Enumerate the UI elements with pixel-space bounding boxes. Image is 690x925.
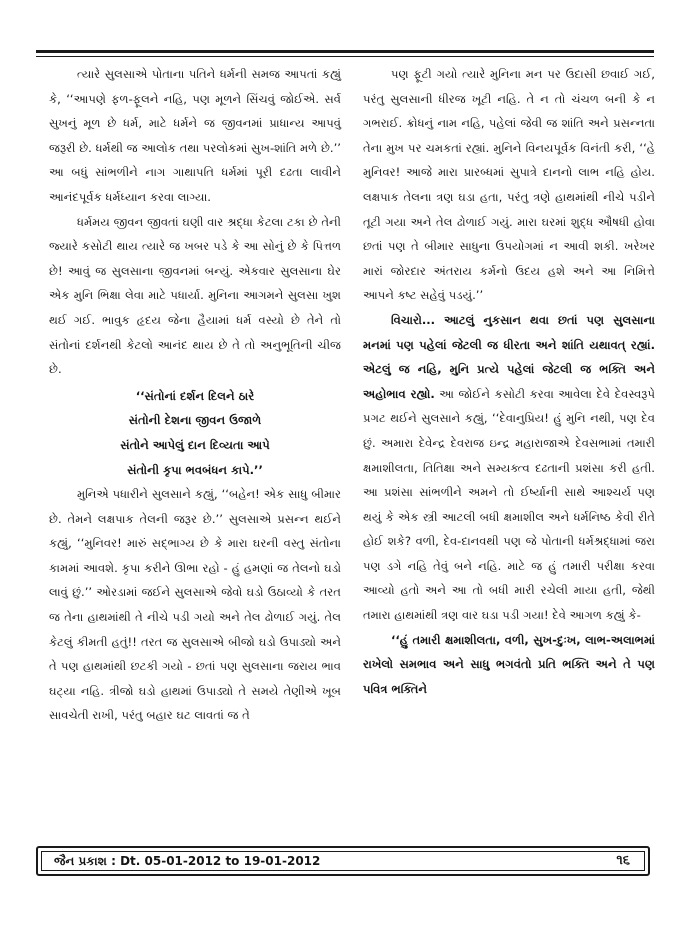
paragraph: ત્યારે સુલસાએ પોતાના પતિને ધર્મની સમજ આપતાં કહ્યું કે, ‘‘આપણે ફળ-ફૂલને નહિ, પણ મૂળને સિંચવું જોઈએ. સર્વ સુખનું મૂળ છે ધર્મ, માટે ધર્મને જ જીવનમાં પ્રાધાન્ય આપવું જરૂરી છે. ધર્મથી જ આલોક તથા પરલોકમાં સુખ-શાંતિ મળે છે.’’ આ બધું સાંભળીને નાગ ગાથાપતિ ધર્મમાં પૂરી દઢતા લાવીને આનંદપૂર્વક ધર્મધ્યાન કરવા લાગ્યા. <box>49 67 341 204</box>
header-rule-thick <box>36 50 654 53</box>
poem-line: સંતોની દેશના જીવન ઉજાળે <box>128 413 262 428</box>
header-rule-thin <box>36 56 654 57</box>
poem-line: સંતોની કૃપા ભવબંધન કાપે.’’ <box>127 462 263 477</box>
emphasis-text: વિચારો... આટલું નુકસાન થવા છતાં પણ સુલસાના મનમાં પણ પહેલાં જેટલી જ ધીરતા અને શાંતિ યથાવત્ રહ્યાં. એટલું જ નહિ, મુનિ પ્રત્યે પહેલાં જેટલી જ ભક્તિ અને અહોભાવ રહ્યો. <box>363 312 655 401</box>
paragraph: મુનિએ પધારીને સુલસાને કહ્યું, ‘‘બહેન! એક સાધુ બીમાર છે. તેમને લક્ષપાક તેલની જરૂર છે.’’ સુલસાએ પ્રસન્ન થઈને કહ્યું, ‘‘મુનિવર! મારું સદ્ભાગ્ય છે કે મારા ઘરની વસ્તુ સંતોના કામમાં આવશે. કૃપા કરીને ઊભા રહો - હું હમણાં જ તેલનો ઘડો લાવું છું.’’ ઓરડામાં જઈને સુલસાએ જેવો ઘડો ઉઠાવ્યો કે તરત જ તેના હાથમાંથી તે નીચે પડી ગયો અને તેલ ઢોળાઈ ગયું. તેલ કેટલું કીમતી હતું!! તરત જ સુલસાએ બીજો ઘડો ઉપાડ્યો અને તે પણ હાથમાંથી છટકી ગયો - છતાં પણ સુલસાના જરાય ભાવ ઘટ્યા નહિ. ત્રીજો ઘડો હાથમાં ઉપાડ્યો તે સમયે તેણીએ ખૂબ સાવચેતી રાખી, પરંતુ બહાર ઘટ લાવતાં જ તે <box>49 487 341 723</box>
publication-info: જૈન પ્રકાશ : Dt. 05-01-2012 to 19-01-2012 <box>54 854 321 868</box>
right-column <box>363 62 655 701</box>
page-footer <box>36 846 650 876</box>
paragraph: પણ ફૂટી ગયો ત્યારે મુનિના મન પર ઉદાસી છવાઈ ગઈ, પરંતુ સુલસાની ધીરજ ખૂટી નહિ. તે ન તો ચંચળ બની કે ન ગભરાઈ. ક્રોધનું નામ નહિ, પહેલાં જેવી જ શાંતિ અને પ્રસન્નતા તેના મુખ પર ચમકતાં રહ્યાં. મુનિને વિનયપૂર્વક વિનંતી કરી, ‘‘હે મુનિવર! આજે મારા પ્રારબ્ધમાં સુપાત્રે દાનનો લાભ નહિ હોય. લક્ષપાક તેલના ત્રણ ઘડા હતા, પરંતુ ત્રણે હાથમાંથી નીચે પડીને તૂટી ગયા અને તેલ ઢોળાઈ ગયું. મારા ઘરમાં શુદ્ધ ઔષધી હોવા છતાં પણ તે બીમાર સાધુના ઉપયોગમાં ન આવી શકી. ખરેખર મારાં જોરદાર અંતરાય કર્મનો ઉદય હશે અને આ નિમિત્તે આપને કષ્ટ સહેવું પડયું.’’ <box>363 67 655 303</box>
poem-block <box>49 384 341 482</box>
paragraph <box>363 308 655 628</box>
poem-line: સંતોને આપેલું દાન દિવ્યતા આપે <box>120 437 270 452</box>
poem-line: ‘‘સંતોનાં દર્શન દિલને ઠારે <box>135 388 255 403</box>
paragraph-emphasis: ‘‘હું તમારી ક્ષમાશીલતા, વળી, સુખ-દુઃખ, લાભ-અલાભમાં રાખેલો સમભાવ અને સાધુ ભગવંતો પ્રતિ ભક્તિ અને તે પણ પવિત્ર ભક્તિને <box>363 632 655 696</box>
body-text: આ જોઈને કસોટી કરવા આવેલા દેવે દેવસ્વરૂપે પ્રગટ થઈને સુલસાને કહ્યું, ‘‘દેવાનુપ્રિય! હું મુનિ નથી, પણ દેવ છું. અમારા દેવેન્દ્ર દેવરાજ ઇન્દ્ર મહારાજાએ દેવસભામાં તમારી ક્ષમાશીલતા, તિતિક્ષા અને સમ્યક્ત્વ દઢતાની પ્રશંસા કરી હતી. આ પ્રશંસા સાંભળીને અમને તો ઈર્ષ્યાની સાથે આશ્ચર્ય પણ થયું કે એક સ્ત્રી આટલી બધી ક્ષમાશીલ અને ધર્મનિષ્ઠ કેવી રીતે હોઈ શકે? વળી, દેવ-દાનવથી પણ જે પોતાની ધર્મશ્રદ્ધામાં જરા પણ ડગે નહિ તેવું બને નહિ. માટે જ હું તમારી પરીક્ષા કરવા આવ્યો હતો અને આ તો બધી મારી રચેલી માયા હતી, જેથી તમારા હાથમાંથી ત્રણ વાર ઘડા પડી ગયા! દેવે આગળ કહ્યું કે- <box>363 386 655 623</box>
page-number: ૧૬ <box>616 853 630 868</box>
paragraph: ધર્મમય જીવન જીવતાં ઘણી વાર શ્રદ્ધા કેટલા ટકા છે તેની જ્યારે કસોટી થાય ત્યારે જ ખબર પડે કે આ સોનું છે કે પિત્તળ છે! આવું જ સુલસાના જીવનમાં બન્યું. એકવાર સુલસાના ઘેર એક મુનિ ભિક્ષા લેવા માટે પધાર્યા. મુનિના આગમને સુલસા ખુશ થઈ ગઈ. ભાવુક હૃદય જેના હૈયામાં ધર્મ વસ્યો છે તેને તો સંતોનાં દર્શનથી કેટલો આનંદ થાય છે તે તો અનુભૂતિની ચીજ છે. <box>49 214 341 377</box>
left-column <box>49 62 341 728</box>
